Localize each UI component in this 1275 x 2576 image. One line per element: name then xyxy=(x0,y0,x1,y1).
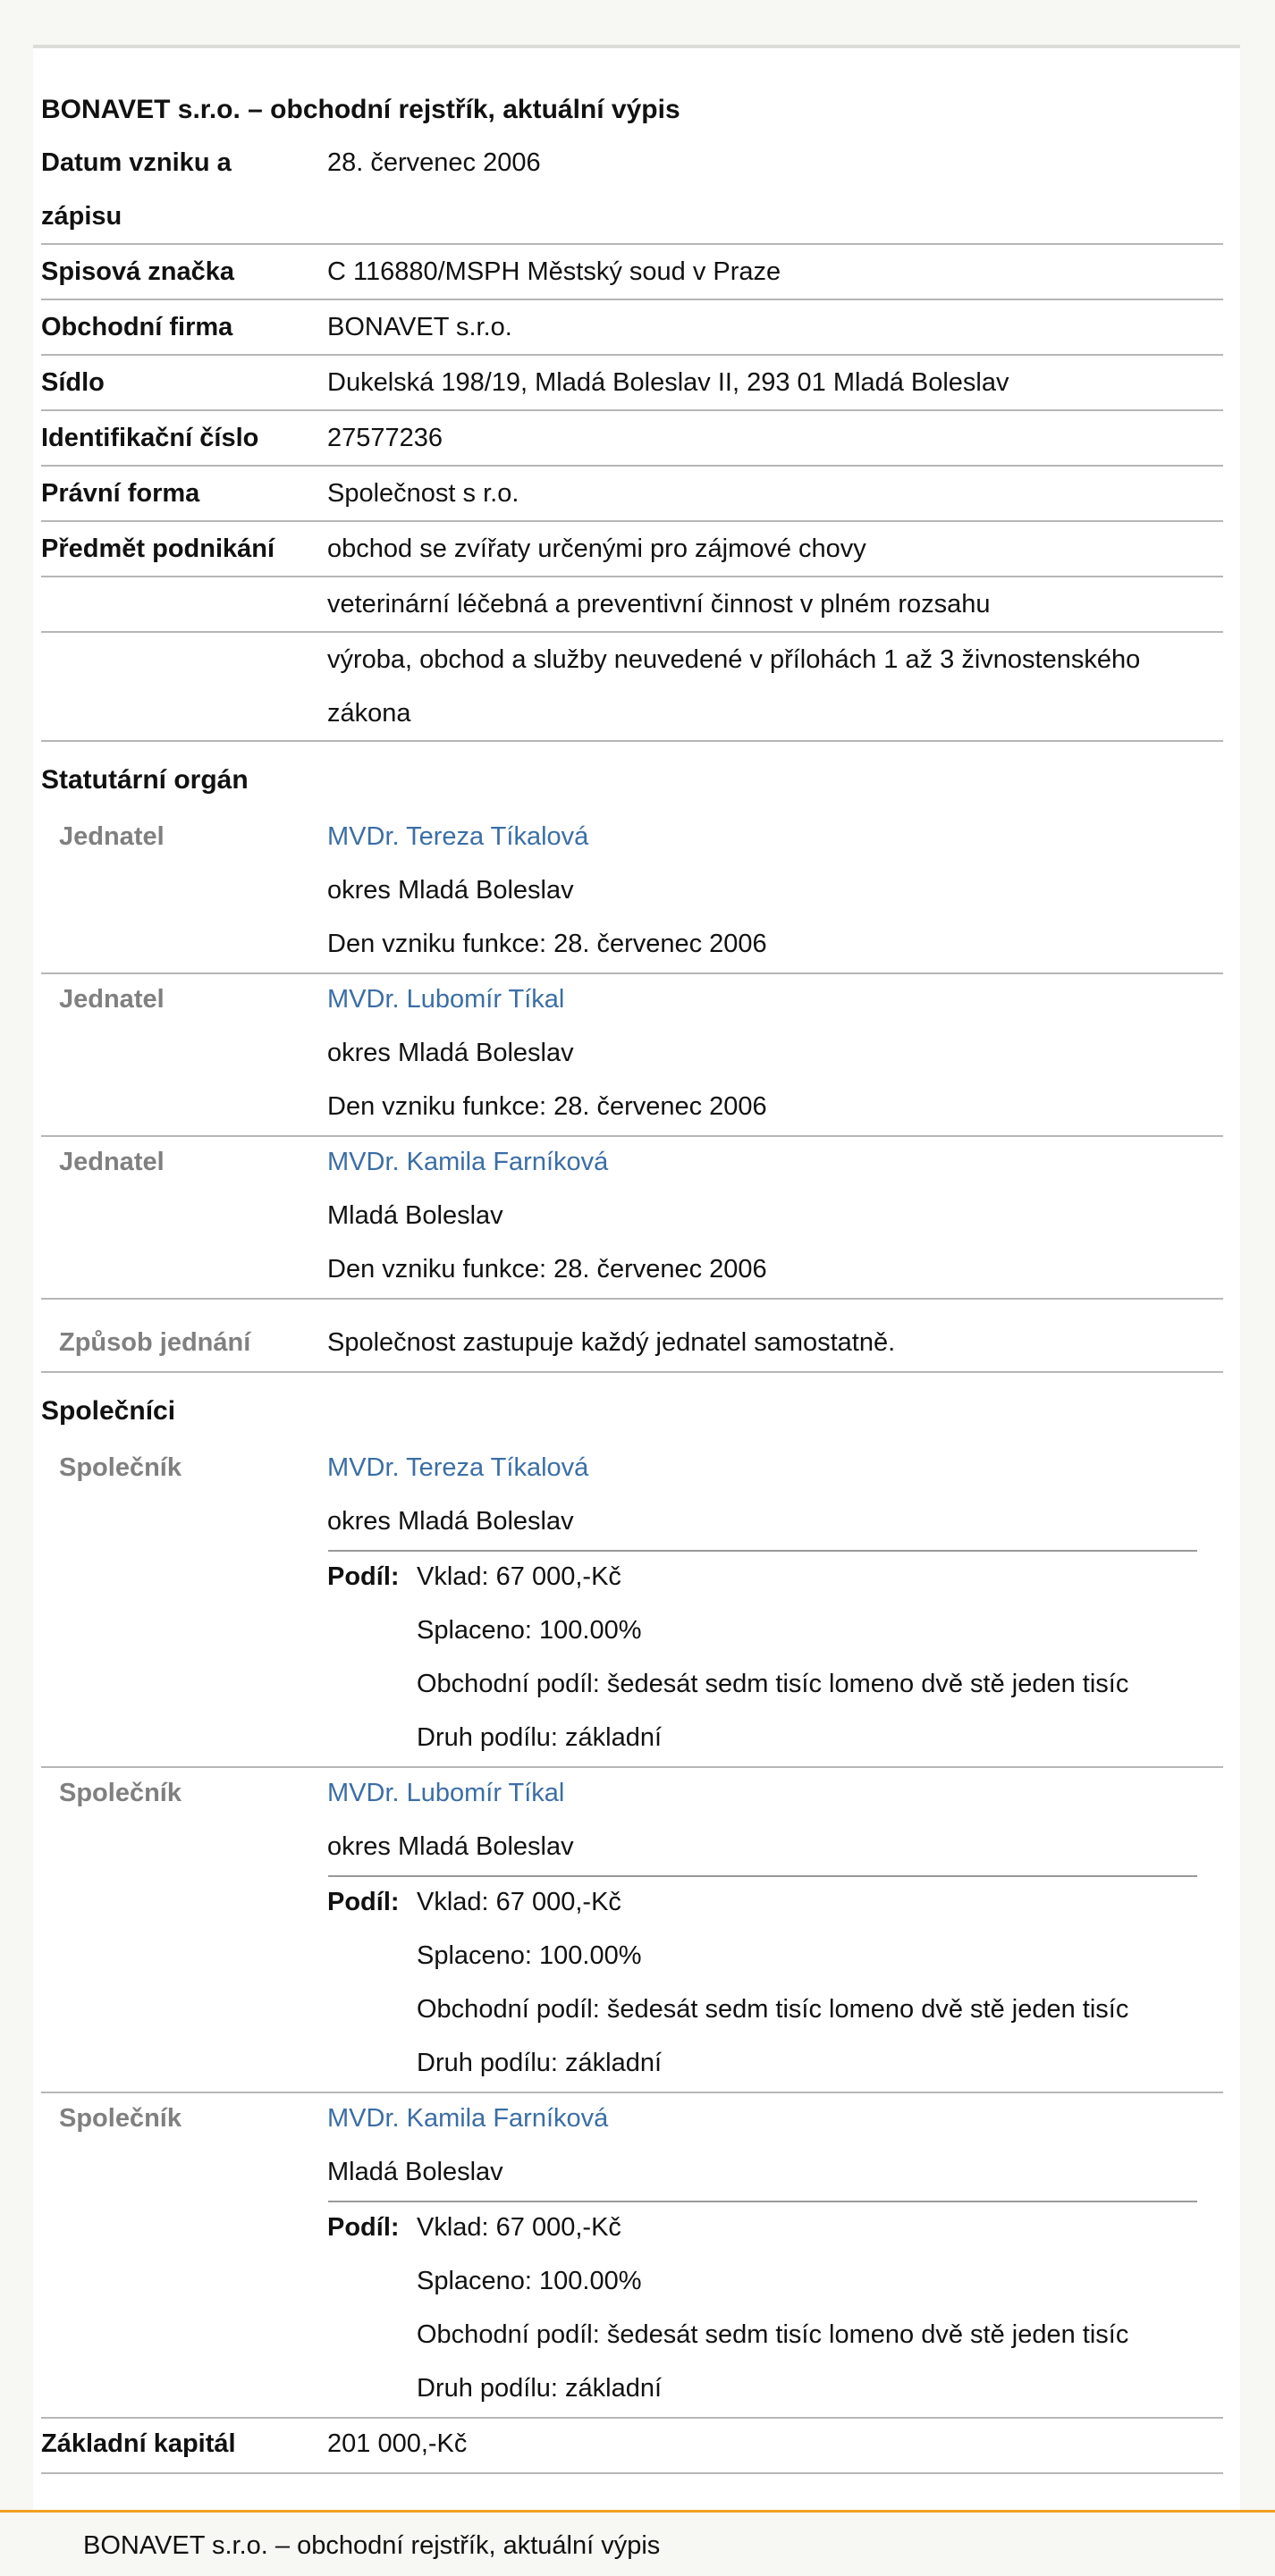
splaceno-value: Splaceno: 100.00% xyxy=(417,1616,642,1645)
podil-label: Podíl: xyxy=(327,1888,400,1916)
row-divider xyxy=(41,2092,1223,2093)
row-divider xyxy=(41,520,1223,522)
firma-value: BONAVET s.r.o. xyxy=(327,313,512,341)
vklad-value: Vklad: 67 000,-Kč xyxy=(417,2213,621,2242)
predmet-item: obchod se zvířaty určenými pro zájmové chovy xyxy=(327,535,866,563)
row-divider xyxy=(41,2417,1223,2419)
footer-divider xyxy=(0,2510,1275,2513)
row-divider xyxy=(41,465,1223,467)
statutarni-heading: Statutární orgán xyxy=(41,765,249,795)
obchodni-podil-value: Obchodní podíl: šedesát sedm tisíc lomeno dvě stě jeden tisíc xyxy=(417,1995,1129,2024)
row-divider xyxy=(41,1135,1223,1137)
jednatel-address: okres Mladá Boleslav xyxy=(327,876,574,905)
row-divider xyxy=(41,576,1223,577)
jednatel-name-link[interactable]: MVDr. Kamila Farníková xyxy=(327,1148,609,1176)
jednatel-name-link[interactable]: MVDr. Lubomír Tíkal xyxy=(327,985,565,1014)
row-divider xyxy=(41,1298,1223,1300)
register-extract xyxy=(33,48,1240,2512)
obchodni-podil-value: Obchodní podíl: šedesát sedm tisíc lomeno dvě stě jeden tisíc xyxy=(417,2320,1129,2349)
spisova-label: Spisová značka xyxy=(41,257,234,286)
jednatel-address: okres Mladá Boleslav xyxy=(327,1039,574,1067)
row-divider xyxy=(41,354,1223,356)
jednatel-since: Den vzniku funkce: 28. červenec 2006 xyxy=(327,1255,767,1284)
splaceno-value: Splaceno: 100.00% xyxy=(417,2267,642,2295)
vklad-value: Vklad: 67 000,-Kč xyxy=(417,1562,621,1591)
spolecnik-name-link[interactable]: MVDr. Lubomír Tíkal xyxy=(327,1779,565,1807)
spolecnik-address: okres Mladá Boleslav xyxy=(327,1507,574,1536)
spolecnik-name-link[interactable]: MVDr. Tereza Tíkalová xyxy=(327,1453,589,1482)
spolecnik-name-link[interactable]: MVDr. Kamila Farníková xyxy=(327,2104,609,2133)
firma-label: Obchodní firma xyxy=(41,313,233,341)
jednatel-role: Jednatel xyxy=(59,1148,165,1176)
spolecnik-role: Společník xyxy=(59,2104,182,2133)
vklad-value: Vklad: 67 000,-Kč xyxy=(417,1888,621,1916)
jednatel-since: Den vzniku funkce: 28. červenec 2006 xyxy=(327,1092,767,1121)
jednatel-name-link[interactable]: MVDr. Tereza Tíkalová xyxy=(327,822,589,851)
sidlo-label: Sídlo xyxy=(41,368,105,397)
obchodni-podil-value: Obchodní podíl: šedesát sedm tisíc lomeno dvě stě jeden tisíc xyxy=(417,1670,1129,1698)
row-divider xyxy=(41,740,1223,742)
row-divider xyxy=(41,1766,1223,1768)
podil-label: Podíl: xyxy=(327,2213,400,2242)
druh-podilu-value: Druh podílu: základní xyxy=(417,1723,663,1752)
row-divider xyxy=(41,972,1223,974)
predmet-item: veterinární léčebná a preventivní činnost v plném rozsahu xyxy=(327,590,991,619)
druh-podilu-value: Druh podílu: základní xyxy=(417,2374,663,2403)
jednatel-address: Mladá Boleslav xyxy=(327,1201,503,1230)
spolecnik-role: Společník xyxy=(59,1453,182,1482)
spolecnici-heading: Společníci xyxy=(41,1396,176,1426)
ico-label: Identifikační číslo xyxy=(41,424,259,452)
row-divider xyxy=(41,409,1223,411)
spisova-value: C 116880/MSPH Městský soud v Praze xyxy=(327,257,781,286)
zpusob-label: Způsob jednání xyxy=(59,1328,251,1357)
jednatel-role: Jednatel xyxy=(59,822,165,851)
spolecnik-address: Mladá Boleslav xyxy=(327,2158,503,2186)
zpusob-value: Společnost zastupuje každý jednatel samostatně. xyxy=(327,1328,896,1357)
predmet-item: výroba, obchod a služby neuvedené v přílohách 1 až 3 živnostenského xyxy=(327,645,1141,674)
podil-label: Podíl: xyxy=(327,1562,400,1591)
sub-divider xyxy=(328,2201,1197,2202)
splaceno-value: Splaceno: 100.00% xyxy=(417,1941,642,1970)
predmet-label: Předmět podnikání xyxy=(41,535,275,563)
spolecnik-address: okres Mladá Boleslav xyxy=(327,1832,574,1861)
sub-divider xyxy=(328,1550,1197,1552)
page-title: BONAVET s.r.o. – obchodní rejstřík, aktuální výpis xyxy=(41,95,680,124)
row-divider xyxy=(41,631,1223,633)
spolecnik-role: Společník xyxy=(59,1779,182,1807)
sub-divider xyxy=(328,1875,1197,1877)
predmet-item-cont: zákona xyxy=(327,699,411,728)
datum-value: 28. červenec 2006 xyxy=(327,148,541,177)
datum-label-cont: zápisu xyxy=(41,202,122,231)
jednatel-since: Den vzniku funkce: 28. červenec 2006 xyxy=(327,930,767,958)
footer-text: BONAVET s.r.o. – obchodní rejstřík, aktuální výpis xyxy=(83,2531,661,2560)
jednatel-role: Jednatel xyxy=(59,985,165,1014)
row-divider xyxy=(41,1371,1223,1373)
forma-value: Společnost s r.o. xyxy=(327,479,519,508)
forma-label: Právní forma xyxy=(41,479,200,508)
kapital-label: Základní kapitál xyxy=(41,2429,236,2458)
kapital-value: 201 000,-Kč xyxy=(327,2429,468,2458)
row-divider xyxy=(41,2472,1223,2474)
druh-podilu-value: Druh podílu: základní xyxy=(417,2049,663,2077)
row-divider xyxy=(41,243,1223,245)
row-divider xyxy=(41,299,1223,300)
sidlo-value: Dukelská 198/19, Mladá Boleslav II, 293 01 Mladá Boleslav xyxy=(327,368,1009,397)
datum-label: Datum vzniku a xyxy=(41,148,232,177)
ico-value: 27577236 xyxy=(327,424,443,452)
